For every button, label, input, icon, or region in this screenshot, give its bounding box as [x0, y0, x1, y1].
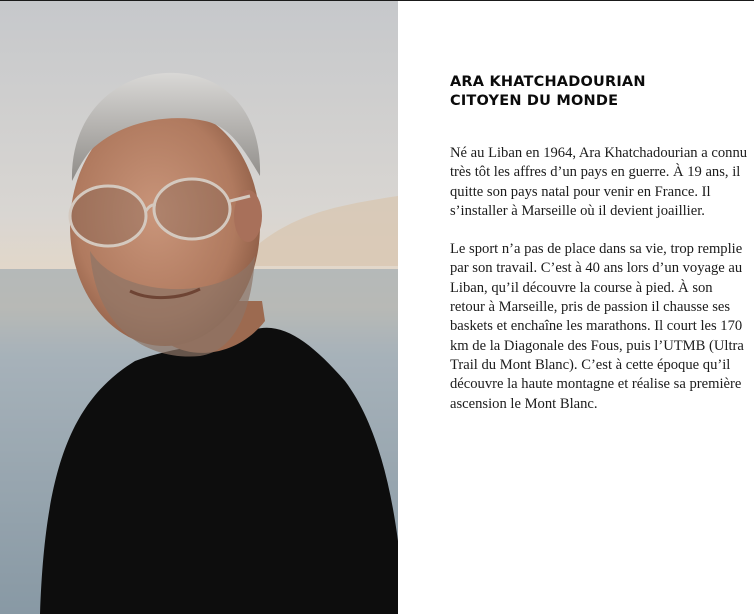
article-title	[450, 73, 750, 111]
title-line-1: ARA KHATCHADOURIAN	[450, 74, 646, 90]
article-text-column	[450, 73, 750, 414]
paragraph-2: Le sport n’a pas de place dans sa vie, trop remplie par son travail. C’est à 40 ans lors d’un voyage au Liban, qu’il découvre la course à pied. À son retour à Marseille, pris de passion il chausse ses baskets et enchaîne les marathons. Il court les 170 km de la Diagonale des Fous, puis l’UTMB (Ultra Trail du Mont Blanc). C’est à cette époque qu’il découvre la haute montagne et réalise sa première ascension le Mont Blanc.	[450, 241, 744, 412]
portrait-photo	[0, 1, 398, 614]
title-line-2: CITOYEN DU MONDE	[450, 93, 619, 109]
paragraph-1: Né au Liban en 1964, Ara Khatchadourian a connu très tôt les affres d’un pays en guerre. À 19 ans, il quitte son pays natal pour venir en France. Il s’installer à Marseille où il devient joaillier.	[450, 145, 748, 219]
